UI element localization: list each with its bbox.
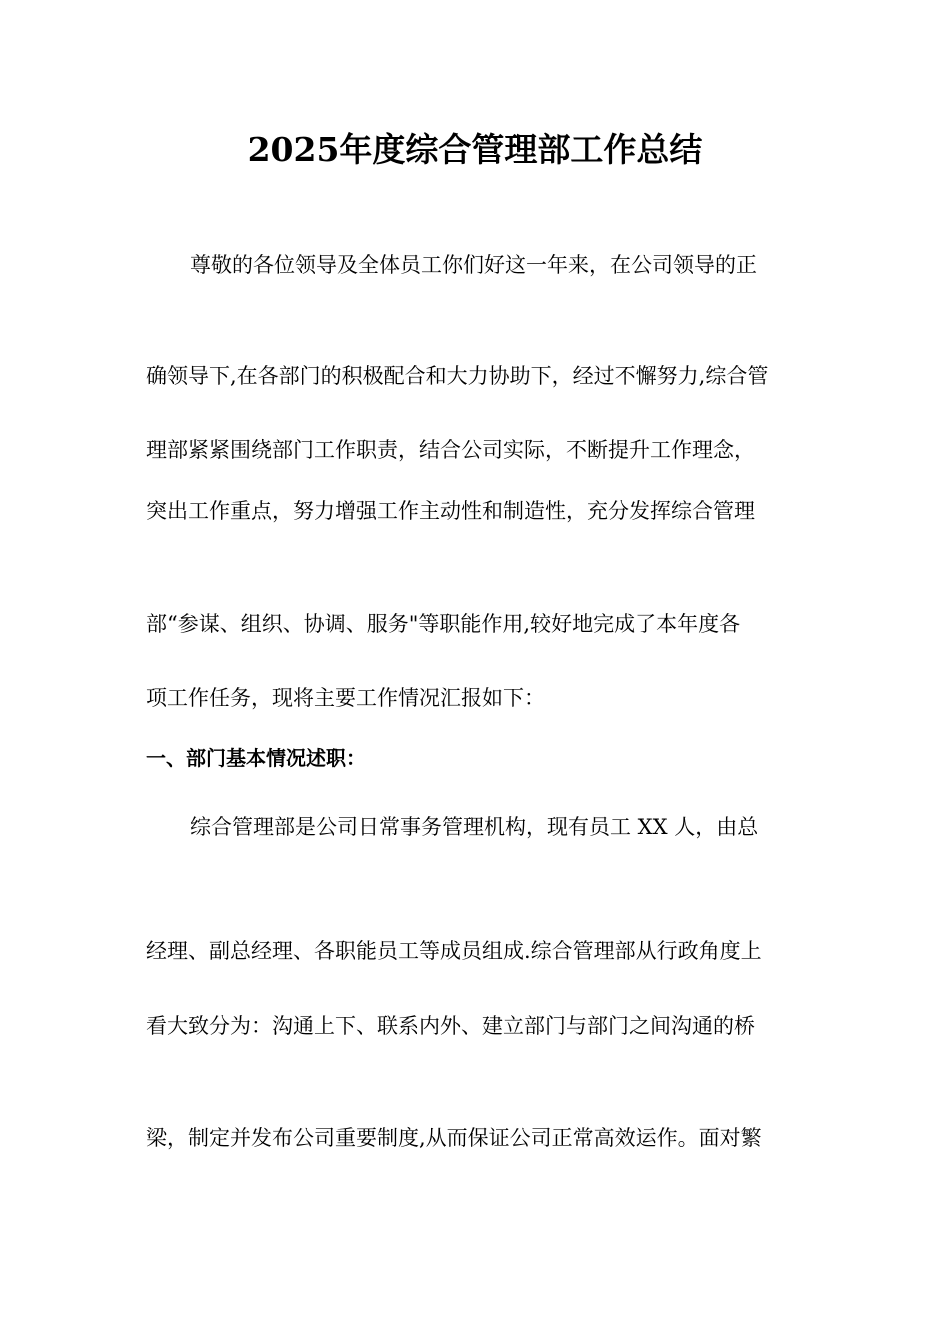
paragraph-line: 综合管理部是公司日常事务管理机构，现有员工 XX 人，由总 xyxy=(190,815,759,839)
paragraph-line: 部“参谋、组织、协调、服务"等职能作用,较好地完成了本年度各 xyxy=(146,612,741,636)
paragraph-line: 确领导下,在各部门的积极配合和大力协助下，经过不懈努力,综合管 xyxy=(146,364,769,388)
paragraph-line: 理部紧紧围绕部门工作职责，结合公司实际，不断提升工作理念， xyxy=(146,438,755,462)
paragraph-line: 项工作任务，现将主要工作情况汇报如下： xyxy=(146,686,545,710)
paragraph-line: 看大致分为：沟通上下、联系内外、建立部门与部门之间沟通的桥 xyxy=(146,1014,755,1038)
paragraph-line: 突出工作重点，努力增强工作主动性和制造性，充分发挥综合管理 xyxy=(146,499,755,523)
paragraph-line: 尊敬的各位领导及全体员工你们好这一年来，在公司领导的正 xyxy=(190,253,757,277)
paragraph-line: 梁，制定并发布公司重要制度,从而保证公司正常高效运作。面对繁 xyxy=(146,1126,762,1150)
document-title: 2025年度综合管理部工作总结 xyxy=(247,130,703,169)
paragraph-line: 经理、副总经理、各职能员工等成员组成.综合管理部从行政角度上 xyxy=(146,939,762,963)
section-heading: 一、部门基本情况述职： xyxy=(146,746,366,770)
